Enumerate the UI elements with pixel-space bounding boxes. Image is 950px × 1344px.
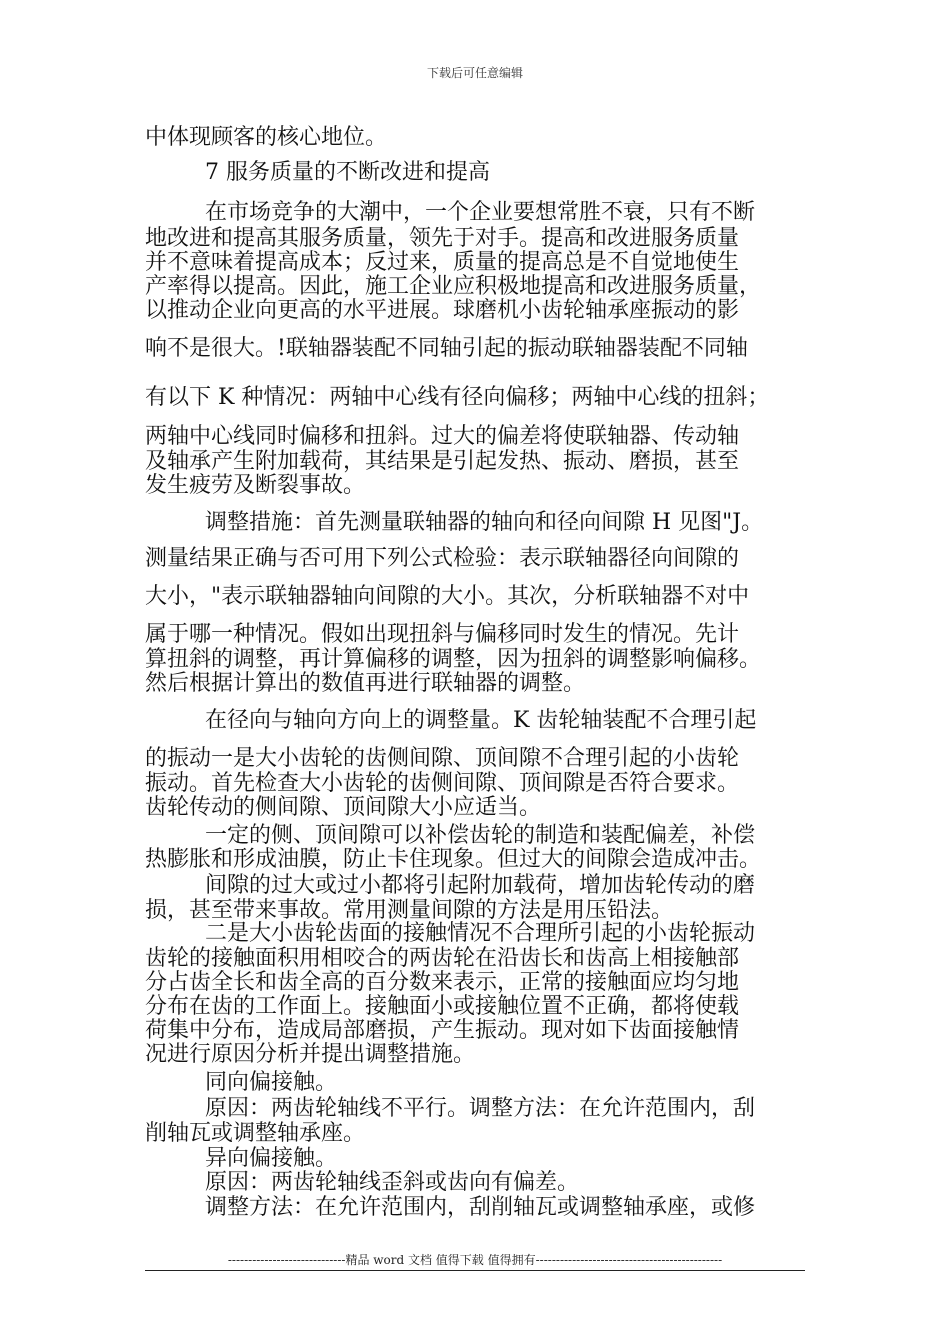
text-line: 属于哪一种情况。假如出现扭斜与偏移同时发生的情况。先计 <box>145 622 740 647</box>
text-line: 荷集中分布，造成局部磨损，产生振动。现对如下齿面接触情 <box>145 1018 740 1043</box>
text-line: 响不是很大。!联轴器装配不同轴引起的振动联轴器装配不同轴 <box>145 336 748 361</box>
text-line: 分布在齿的工作面上。接触面小或接触位置不正确，都将使载 <box>145 994 740 1019</box>
text-line: 二是大小齿轮齿面的接触情况不合理所引起的小齿轮振动 <box>205 921 756 946</box>
text-line: 并不意味着提高成本；反过来，质量的提高总是不自觉地使生 <box>145 250 740 275</box>
text-line: 在径向与轴向方向上的调整量。K 齿轮轴装配不合理引起 <box>205 708 757 733</box>
text-line: 热膨胀和形成油膜，防止卡住现象。但过大的间隙会造成冲击。 <box>145 847 762 872</box>
text-line: 异向偏接触。 <box>205 1146 338 1171</box>
text-line: 的振动一是大小齿轮的齿侧间隙、顶间隙不合理引起的小齿轮 <box>145 746 740 771</box>
text-line: 间隙的过大或过小都将引起附加载荷，增加齿轮传动的磨 <box>205 873 756 898</box>
text-line: 算扭斜的调整，再计算偏移的调整，因为扭斜的调整影响偏移。 <box>145 647 762 672</box>
footer-divider <box>145 1270 805 1271</box>
page-header: 下载后可任意编辑 <box>426 66 523 80</box>
text-line: 两轴中心线同时偏移和扭斜。过大的偏差将使联轴器、传动轴 <box>145 424 740 449</box>
text-line: 测量结果正确与否可用下列公式检验：表示联轴器径向间隙的 <box>145 546 740 571</box>
text-line: 齿轮的接触面积用相咬合的两齿轮在沿齿长和齿高上相接触部 <box>145 946 740 971</box>
text-line: 原因：两齿轮轴线歪斜或齿向有偏差。 <box>205 1170 580 1195</box>
text-line: 一定的侧、顶间隙可以补偿齿轮的制造和装配偏差，补偿 <box>205 823 756 848</box>
text-line: 齿轮传动的侧间隙、顶间隙大小应适当。 <box>145 795 542 820</box>
text-line: 中体现顾客的核心地位。 <box>145 125 388 150</box>
text-line: 以推动企业向更高的水平进展。球磨机小齿轮轴承座振动的影 <box>145 298 740 323</box>
text-line: 及轴承产生附加载荷，其结果是引起发热、振动、磨损，甚至 <box>145 449 740 474</box>
page-footer: -----------------------------精品 word 文档 值得下载 值得拥有---------------------------------------------- <box>227 1253 723 1267</box>
text-line: 况进行原因分析并提出调整措施。 <box>145 1042 476 1067</box>
text-line: 损，甚至带来事故。常用测量间隙的方法是用压铅法。 <box>145 898 674 923</box>
text-line: 发生疲劳及断裂事故。 <box>145 473 366 498</box>
text-line: 原因：两齿轮轴线不平行。调整方法：在允许范围内，刮 <box>205 1096 756 1121</box>
text-line: 削轴瓦或调整轴承座。 <box>145 1121 366 1146</box>
text-line: 振动。首先检查大小齿轮的齿侧间隙、顶间隙是否符合要求。 <box>145 771 740 796</box>
text-line: 产率得以提高。因此，施工企业应积极地提高和改进服务质量， <box>145 274 762 299</box>
text-line: 大小，"表示联轴器轴向间隙的大小。其次，分析联轴器不对中 <box>145 584 750 609</box>
text-line: 同向偏接触。 <box>205 1070 338 1095</box>
text-line: 调整措施：首先测量联轴器的轴向和径向间隙 H 见图"J。 <box>205 510 764 535</box>
section-heading: 7 服务质量的不断改进和提高 <box>205 160 490 185</box>
text-line: 有以下 K 种情况：两轴中心线有径向偏移；两轴中心线的扭斜； <box>145 385 770 410</box>
text-line: 在市场竞争的大潮中，一个企业要想常胜不衰，只有不断 <box>205 200 756 225</box>
text-line: 调整方法：在允许范围内，刮削轴瓦或调整轴承座，或修 <box>205 1195 756 1220</box>
text-line: 地改进和提高其服务质量，领先于对手。提高和改进服务质量 <box>145 226 740 251</box>
text-line: 然后根据计算出的数值再进行联轴器的调整。 <box>145 671 586 696</box>
text-line: 分占齿全长和齿全高的百分数来表示，正常的接触面应均匀地 <box>145 970 740 995</box>
